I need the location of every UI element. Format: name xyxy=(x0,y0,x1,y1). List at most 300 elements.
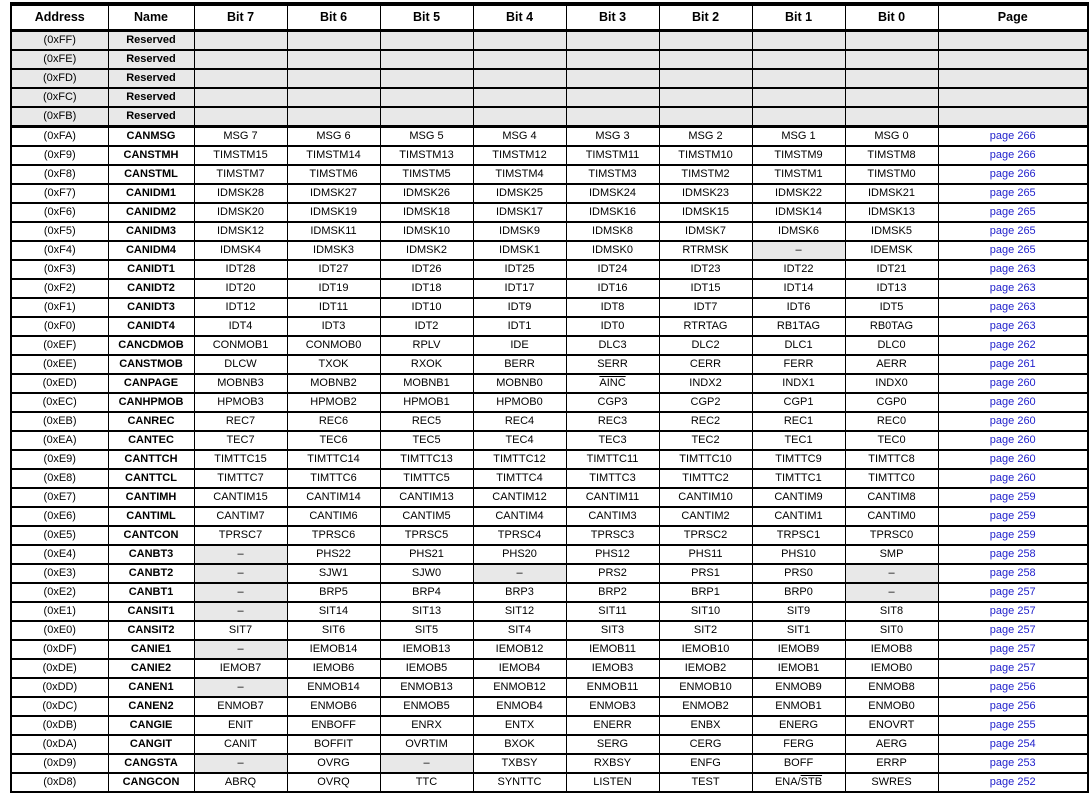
register-name-cell: Reserved xyxy=(108,50,194,69)
bit-cell: DLC3 xyxy=(566,336,659,355)
column-header-name: Name xyxy=(108,4,194,31)
column-header-bit-1: Bit 1 xyxy=(752,4,845,31)
bit-cell: DLC2 xyxy=(659,336,752,355)
bit-cell: TIMSTM5 xyxy=(380,165,473,184)
bit-cell xyxy=(659,31,752,51)
register-name-cell: CANIE1 xyxy=(108,640,194,659)
table-row xyxy=(11,50,1088,69)
table-row xyxy=(11,69,1088,88)
bit-cell xyxy=(752,50,845,69)
table-row xyxy=(11,203,1088,222)
register-name-cell: CANIDT3 xyxy=(108,298,194,317)
bit-cell: TPRSC7 xyxy=(194,526,287,545)
table-row xyxy=(11,488,1088,507)
bit-cell: INDX2 xyxy=(659,374,752,393)
bit-cell: IDT2 xyxy=(380,317,473,336)
register-name-cell: CANSTML xyxy=(108,165,194,184)
bit-cell: SWRES xyxy=(845,773,938,792)
bit-cell: PHS22 xyxy=(287,545,380,564)
table-row xyxy=(11,336,1088,355)
register-name-cell: CANBT3 xyxy=(108,545,194,564)
bit-cell: TPRSC3 xyxy=(566,526,659,545)
bit-cell: IDT26 xyxy=(380,260,473,279)
page-link[interactable]: page 265 xyxy=(989,187,1036,199)
bit-cell xyxy=(845,69,938,88)
bit-cell: CONMOB0 xyxy=(287,336,380,355)
bit-cell: IDT22 xyxy=(752,260,845,279)
page-link[interactable]: page 260 xyxy=(989,472,1036,484)
bit-cell: MSG 7 xyxy=(194,127,287,147)
bit-cell xyxy=(473,107,566,127)
bit-cell: REC6 xyxy=(287,412,380,431)
table-row xyxy=(11,564,1088,583)
bit-cell: DLC0 xyxy=(845,336,938,355)
register-name-cell: CANIDM1 xyxy=(108,184,194,203)
bit-cell: IDMSK22 xyxy=(752,184,845,203)
page-link[interactable]: page 259 xyxy=(989,529,1036,541)
overlined-bit-label: AINC xyxy=(599,377,626,389)
page-link[interactable]: page 263 xyxy=(989,320,1036,332)
page-link[interactable]: page 255 xyxy=(989,719,1036,731)
bit-cell: HPMOB2 xyxy=(287,393,380,412)
bit-cell: REC3 xyxy=(566,412,659,431)
bit-cell: SIT6 xyxy=(287,621,380,640)
bit-cell: RXOK xyxy=(380,355,473,374)
bit-cell: SIT8 xyxy=(845,602,938,621)
bit-cell: IDMSK17 xyxy=(473,203,566,222)
bit-cell: IDT11 xyxy=(287,298,380,317)
bit-cell: REC2 xyxy=(659,412,752,431)
address-cell: (0xEA) xyxy=(11,431,108,450)
address-cell: (0xF2) xyxy=(11,279,108,298)
bit-cell: TIMSTM8 xyxy=(845,146,938,165)
page-link[interactable]: page 266 xyxy=(989,149,1036,161)
bit-cell: IEMOB5 xyxy=(380,659,473,678)
bit-cell: IEMOB0 xyxy=(845,659,938,678)
address-cell: (0xDD) xyxy=(11,678,108,697)
bit-cell: ABRQ xyxy=(194,773,287,792)
bit-cell: TPRSC4 xyxy=(473,526,566,545)
bit-cell: IDMSK1 xyxy=(473,241,566,260)
bit-cell xyxy=(380,107,473,127)
overlined-bit-label: $\overline{STB}$ xyxy=(800,776,823,788)
register-name-cell: CANIDM4 xyxy=(108,241,194,260)
bit-cell: – xyxy=(845,583,938,602)
address-cell: (0xF7) xyxy=(11,184,108,203)
bit-cell: RTRMSK xyxy=(659,241,752,260)
page-link[interactable]: page 265 xyxy=(989,225,1036,237)
bit-cell: CANTIM10 xyxy=(659,488,752,507)
bit-cell: – xyxy=(194,583,287,602)
page-cell xyxy=(938,450,1088,469)
bit-cell: IDMSK13 xyxy=(845,203,938,222)
page-link[interactable]: page 259 xyxy=(989,510,1036,522)
bit-cell: IDT0 xyxy=(566,317,659,336)
page-link[interactable]: page 263 xyxy=(989,301,1036,313)
page-cell xyxy=(938,107,1088,127)
bit-cell: TIMSTM4 xyxy=(473,165,566,184)
bit-cell: TIMTTC11 xyxy=(566,450,659,469)
bit-cell: PRS2 xyxy=(566,564,659,583)
bit-cell: IEMOB2 xyxy=(659,659,752,678)
bit-cell: IDMSK10 xyxy=(380,222,473,241)
bit-cell: CANTIM9 xyxy=(752,488,845,507)
bit-cell: ENMOB3 xyxy=(566,697,659,716)
bit-cell: IDT24 xyxy=(566,260,659,279)
bit-cell: SIT9 xyxy=(752,602,845,621)
bit-cell: IDT21 xyxy=(845,260,938,279)
bit-cell: INDX1 xyxy=(752,374,845,393)
table-row xyxy=(11,298,1088,317)
page-cell xyxy=(938,31,1088,51)
bit-cell: TIMTTC0 xyxy=(845,469,938,488)
page-link[interactable]: page 266 xyxy=(989,168,1036,180)
bit-cell: – xyxy=(194,545,287,564)
bit-cell: IDEMSK xyxy=(845,241,938,260)
register-name-cell: Reserved xyxy=(108,107,194,127)
bit-cell: IDT10 xyxy=(380,298,473,317)
bit-cell: TIMSTM6 xyxy=(287,165,380,184)
column-header-bit-4: Bit 4 xyxy=(473,4,566,31)
column-header-bit-5: Bit 5 xyxy=(380,4,473,31)
page-cell xyxy=(938,165,1088,184)
page-cell xyxy=(938,545,1088,564)
page-cell xyxy=(938,393,1088,412)
bit-cell: IDMSK16 xyxy=(566,203,659,222)
table-row xyxy=(11,697,1088,716)
bit-cell: SIT12 xyxy=(473,602,566,621)
address-cell: (0xE8) xyxy=(11,469,108,488)
bit-cell xyxy=(194,31,287,51)
bit-cell: IDMSK25 xyxy=(473,184,566,203)
bit-cell: IEMOB9 xyxy=(752,640,845,659)
register-name-cell: CANHPMOB xyxy=(108,393,194,412)
page-link[interactable]: page 257 xyxy=(989,586,1036,598)
bit-cell: LISTEN xyxy=(566,773,659,792)
address-cell: (0xF3) xyxy=(11,260,108,279)
bit-cell: CANTIM13 xyxy=(380,488,473,507)
bit-cell: FERR xyxy=(752,355,845,374)
bit-cell: PHS11 xyxy=(659,545,752,564)
address-cell: (0xEC) xyxy=(11,393,108,412)
address-cell: (0xE3) xyxy=(11,564,108,583)
bit-cell: HPMOB3 xyxy=(194,393,287,412)
bit-cell xyxy=(473,31,566,51)
register-name-cell: CANEN2 xyxy=(108,697,194,716)
page-cell xyxy=(938,374,1088,393)
address-cell: (0xDA) xyxy=(11,735,108,754)
bit-cell: ERRP xyxy=(845,754,938,773)
bit-cell xyxy=(287,88,380,107)
page-cell xyxy=(938,640,1088,659)
address-cell: (0xD8) xyxy=(11,773,108,792)
page-link[interactable]: page 266 xyxy=(989,130,1036,142)
page-link[interactable]: page 263 xyxy=(989,282,1036,294)
page-link[interactable]: page 260 xyxy=(989,415,1036,427)
page-cell xyxy=(938,241,1088,260)
table-row xyxy=(11,773,1088,792)
page-cell xyxy=(938,127,1088,147)
table-row xyxy=(11,222,1088,241)
page-cell xyxy=(938,88,1088,107)
register-name-cell: CANIE2 xyxy=(108,659,194,678)
bit-cell: IDMSK19 xyxy=(287,203,380,222)
register-name-cell: CANIDM3 xyxy=(108,222,194,241)
page-cell xyxy=(938,412,1088,431)
page-link[interactable]: page 257 xyxy=(989,643,1036,655)
bit-cell: IDT16 xyxy=(566,279,659,298)
address-cell: (0xEB) xyxy=(11,412,108,431)
table-row xyxy=(11,507,1088,526)
bit-cell: IEMOB6 xyxy=(287,659,380,678)
page-link[interactable]: page 263 xyxy=(989,263,1036,275)
bit-cell: SIT13 xyxy=(380,602,473,621)
address-cell: (0xDE) xyxy=(11,659,108,678)
bit-cell: TPRSC0 xyxy=(845,526,938,545)
page-cell xyxy=(938,260,1088,279)
column-header-bit-6: Bit 6 xyxy=(287,4,380,31)
page-link[interactable]: page 262 xyxy=(989,339,1036,351)
page-link[interactable]: page 254 xyxy=(989,738,1036,750)
bit-cell: MOBNB1 xyxy=(380,374,473,393)
bit-cell: SJW0 xyxy=(380,564,473,583)
bit-cell: SYNTTC xyxy=(473,773,566,792)
bit-cell: IDMSK21 xyxy=(845,184,938,203)
bit-cell: TPRSC5 xyxy=(380,526,473,545)
register-name-cell: CANTEC xyxy=(108,431,194,450)
bit-cell: IDMSK20 xyxy=(194,203,287,222)
page-cell xyxy=(938,336,1088,355)
bit-cell xyxy=(194,107,287,127)
bit-cell: CANTIM6 xyxy=(287,507,380,526)
bit-cell: TIMTTC7 xyxy=(194,469,287,488)
page-cell xyxy=(938,222,1088,241)
bit-cell: ENIT xyxy=(194,716,287,735)
bit-cell: BRP1 xyxy=(659,583,752,602)
bit-cell: IDT20 xyxy=(194,279,287,298)
bit-cell: TEST xyxy=(659,773,752,792)
register-name-cell: CANCDMOB xyxy=(108,336,194,355)
bit-cell: INDX0 xyxy=(845,374,938,393)
register-name-cell: CANGIE xyxy=(108,716,194,735)
bit-cell: BOFF xyxy=(752,754,845,773)
bit-cell: IDMSK5 xyxy=(845,222,938,241)
page-link[interactable]: page 257 xyxy=(989,662,1036,674)
bit-cell xyxy=(752,31,845,51)
bit-cell: RTRTAG xyxy=(659,317,752,336)
bit-cell: IDMSK14 xyxy=(752,203,845,222)
address-cell: (0xDF) xyxy=(11,640,108,659)
bit-cell: PHS10 xyxy=(752,545,845,564)
address-cell: (0xF8) xyxy=(11,165,108,184)
bit-cell: IDT7 xyxy=(659,298,752,317)
bit-cell: MOBNB3 xyxy=(194,374,287,393)
page-link[interactable]: page 258 xyxy=(989,567,1036,579)
bit-cell: REC7 xyxy=(194,412,287,431)
page-link[interactable]: page 256 xyxy=(989,681,1036,693)
page-link[interactable]: page 252 xyxy=(989,776,1036,788)
bit-cell: TIMTTC10 xyxy=(659,450,752,469)
bit-cell: IDT4 xyxy=(194,317,287,336)
column-header-address: Address xyxy=(11,4,108,31)
bit-cell: IDMSK11 xyxy=(287,222,380,241)
bit-cell: ENMOB14 xyxy=(287,678,380,697)
table-row xyxy=(11,526,1088,545)
bit-cell: – xyxy=(194,640,287,659)
address-cell: (0xDB) xyxy=(11,716,108,735)
bit-cell: ENMOB5 xyxy=(380,697,473,716)
bit-cell: SIT10 xyxy=(659,602,752,621)
bit-cell: IDT12 xyxy=(194,298,287,317)
register-name-cell: Reserved xyxy=(108,88,194,107)
bit-cell: BERR xyxy=(473,355,566,374)
register-name-cell: CANEN1 xyxy=(108,678,194,697)
page-cell xyxy=(938,69,1088,88)
table-row xyxy=(11,374,1088,393)
table-row xyxy=(11,146,1088,165)
bit-cell: TIMTTC14 xyxy=(287,450,380,469)
table-row xyxy=(11,393,1088,412)
bit-cell: FERG xyxy=(752,735,845,754)
page-link[interactable]: page 256 xyxy=(989,700,1036,712)
bit-cell: ENRX xyxy=(380,716,473,735)
bit-cell xyxy=(287,107,380,127)
bit-cell: TEC3 xyxy=(566,431,659,450)
bit-cell: IDMSK4 xyxy=(194,241,287,260)
bit-cell: IDMSK7 xyxy=(659,222,752,241)
bit-cell xyxy=(566,88,659,107)
bit-cell xyxy=(659,69,752,88)
bit-cell: IDMSK26 xyxy=(380,184,473,203)
page-cell xyxy=(938,735,1088,754)
bit-cell: MSG 2 xyxy=(659,127,752,147)
bit-cell: TIMTTC1 xyxy=(752,469,845,488)
bit-cell: IEMOB11 xyxy=(566,640,659,659)
bit-cell: ENMOB9 xyxy=(752,678,845,697)
register-name-cell: CANIDT4 xyxy=(108,317,194,336)
bit-cell: – xyxy=(194,678,287,697)
page-cell xyxy=(938,317,1088,336)
bit-cell: CANTIM15 xyxy=(194,488,287,507)
bit-cell: TIMTTC8 xyxy=(845,450,938,469)
page-link[interactable]: page 265 xyxy=(989,206,1036,218)
table-row xyxy=(11,184,1088,203)
page-cell xyxy=(938,431,1088,450)
bit-cell: CONMOB1 xyxy=(194,336,287,355)
table-row xyxy=(11,450,1088,469)
bit-cell: CERR xyxy=(659,355,752,374)
bit-cell: SIT4 xyxy=(473,621,566,640)
bit-cell: TXOK xyxy=(287,355,380,374)
bit-cell xyxy=(194,88,287,107)
page-cell xyxy=(938,507,1088,526)
bit-cell: IDMSK28 xyxy=(194,184,287,203)
page-cell xyxy=(938,754,1088,773)
register-name-cell: CANIDM2 xyxy=(108,203,194,222)
table-row xyxy=(11,659,1088,678)
bit-cell: IEMOB10 xyxy=(659,640,752,659)
bit-cell: BRP0 xyxy=(752,583,845,602)
bit-cell: TIMSTM14 xyxy=(287,146,380,165)
bit-cell: MOBNB0 xyxy=(473,374,566,393)
page-cell xyxy=(938,355,1088,374)
bit-cell: IEMOB8 xyxy=(845,640,938,659)
page-cell xyxy=(938,526,1088,545)
bit-cell: IEMOB13 xyxy=(380,640,473,659)
bit-cell: IEMOB3 xyxy=(566,659,659,678)
bit-cell: TEC5 xyxy=(380,431,473,450)
page-link[interactable]: page 257 xyxy=(989,605,1036,617)
bit-cell: TIMSTM10 xyxy=(659,146,752,165)
register-summary-sheet xyxy=(0,2,1091,793)
page-cell xyxy=(938,279,1088,298)
bit-cell: IEMOB12 xyxy=(473,640,566,659)
page-cell xyxy=(938,716,1088,735)
page-link[interactable]: page 260 xyxy=(989,453,1036,465)
bit-cell: IDT13 xyxy=(845,279,938,298)
bit-cell: TIMSTM3 xyxy=(566,165,659,184)
bit-cell: ENMOB8 xyxy=(845,678,938,697)
bit-cell: IDT25 xyxy=(473,260,566,279)
page-cell xyxy=(938,602,1088,621)
bit-cell: ENOVRT xyxy=(845,716,938,735)
page-cell xyxy=(938,583,1088,602)
page-link[interactable]: page 260 xyxy=(989,396,1036,408)
table-header xyxy=(11,4,1088,31)
bit-cell: REC4 xyxy=(473,412,566,431)
bit-cell xyxy=(845,88,938,107)
bit-cell xyxy=(287,50,380,69)
bit-cell: IDMSK0 xyxy=(566,241,659,260)
bit-cell: SJW1 xyxy=(287,564,380,583)
bit-cell: ENMOB2 xyxy=(659,697,752,716)
bit-cell: ENMOB12 xyxy=(473,678,566,697)
page-link[interactable]: page 253 xyxy=(989,757,1036,769)
bit-cell: OVRG xyxy=(287,754,380,773)
bit-cell: IDT18 xyxy=(380,279,473,298)
bit-cell: CANTIM8 xyxy=(845,488,938,507)
page-link[interactable]: page 260 xyxy=(989,377,1036,389)
page-link[interactable]: page 265 xyxy=(989,244,1036,256)
bit-cell: IDT28 xyxy=(194,260,287,279)
page-link[interactable]: page 258 xyxy=(989,548,1036,560)
bit-cell: BXOK xyxy=(473,735,566,754)
bit-cell xyxy=(566,50,659,69)
bit-cell: IEMOB7 xyxy=(194,659,287,678)
page-link[interactable]: page 257 xyxy=(989,624,1036,636)
bit-cell: – xyxy=(473,564,566,583)
bit-cell: SIT2 xyxy=(659,621,752,640)
bit-cell: TIMSTM0 xyxy=(845,165,938,184)
bit-cell xyxy=(566,31,659,51)
bit-cell: CANTIM3 xyxy=(566,507,659,526)
address-cell: (0xEE) xyxy=(11,355,108,374)
bit-cell: MSG 4 xyxy=(473,127,566,147)
bit-cell: SERR xyxy=(566,355,659,374)
register-name-cell: CANGIT xyxy=(108,735,194,754)
page-link[interactable]: page 259 xyxy=(989,491,1036,503)
page-link[interactable]: page 261 xyxy=(989,358,1036,370)
bit-cell: ENMOB13 xyxy=(380,678,473,697)
bit-cell: IDMSK23 xyxy=(659,184,752,203)
page-link[interactable]: page 260 xyxy=(989,434,1036,446)
table-row xyxy=(11,317,1088,336)
bit-cell: TIMTTC9 xyxy=(752,450,845,469)
table-row xyxy=(11,31,1088,51)
bit-cell: TIMTTC13 xyxy=(380,450,473,469)
bit-cell: BOFFIT xyxy=(287,735,380,754)
bit-cell: BRP3 xyxy=(473,583,566,602)
